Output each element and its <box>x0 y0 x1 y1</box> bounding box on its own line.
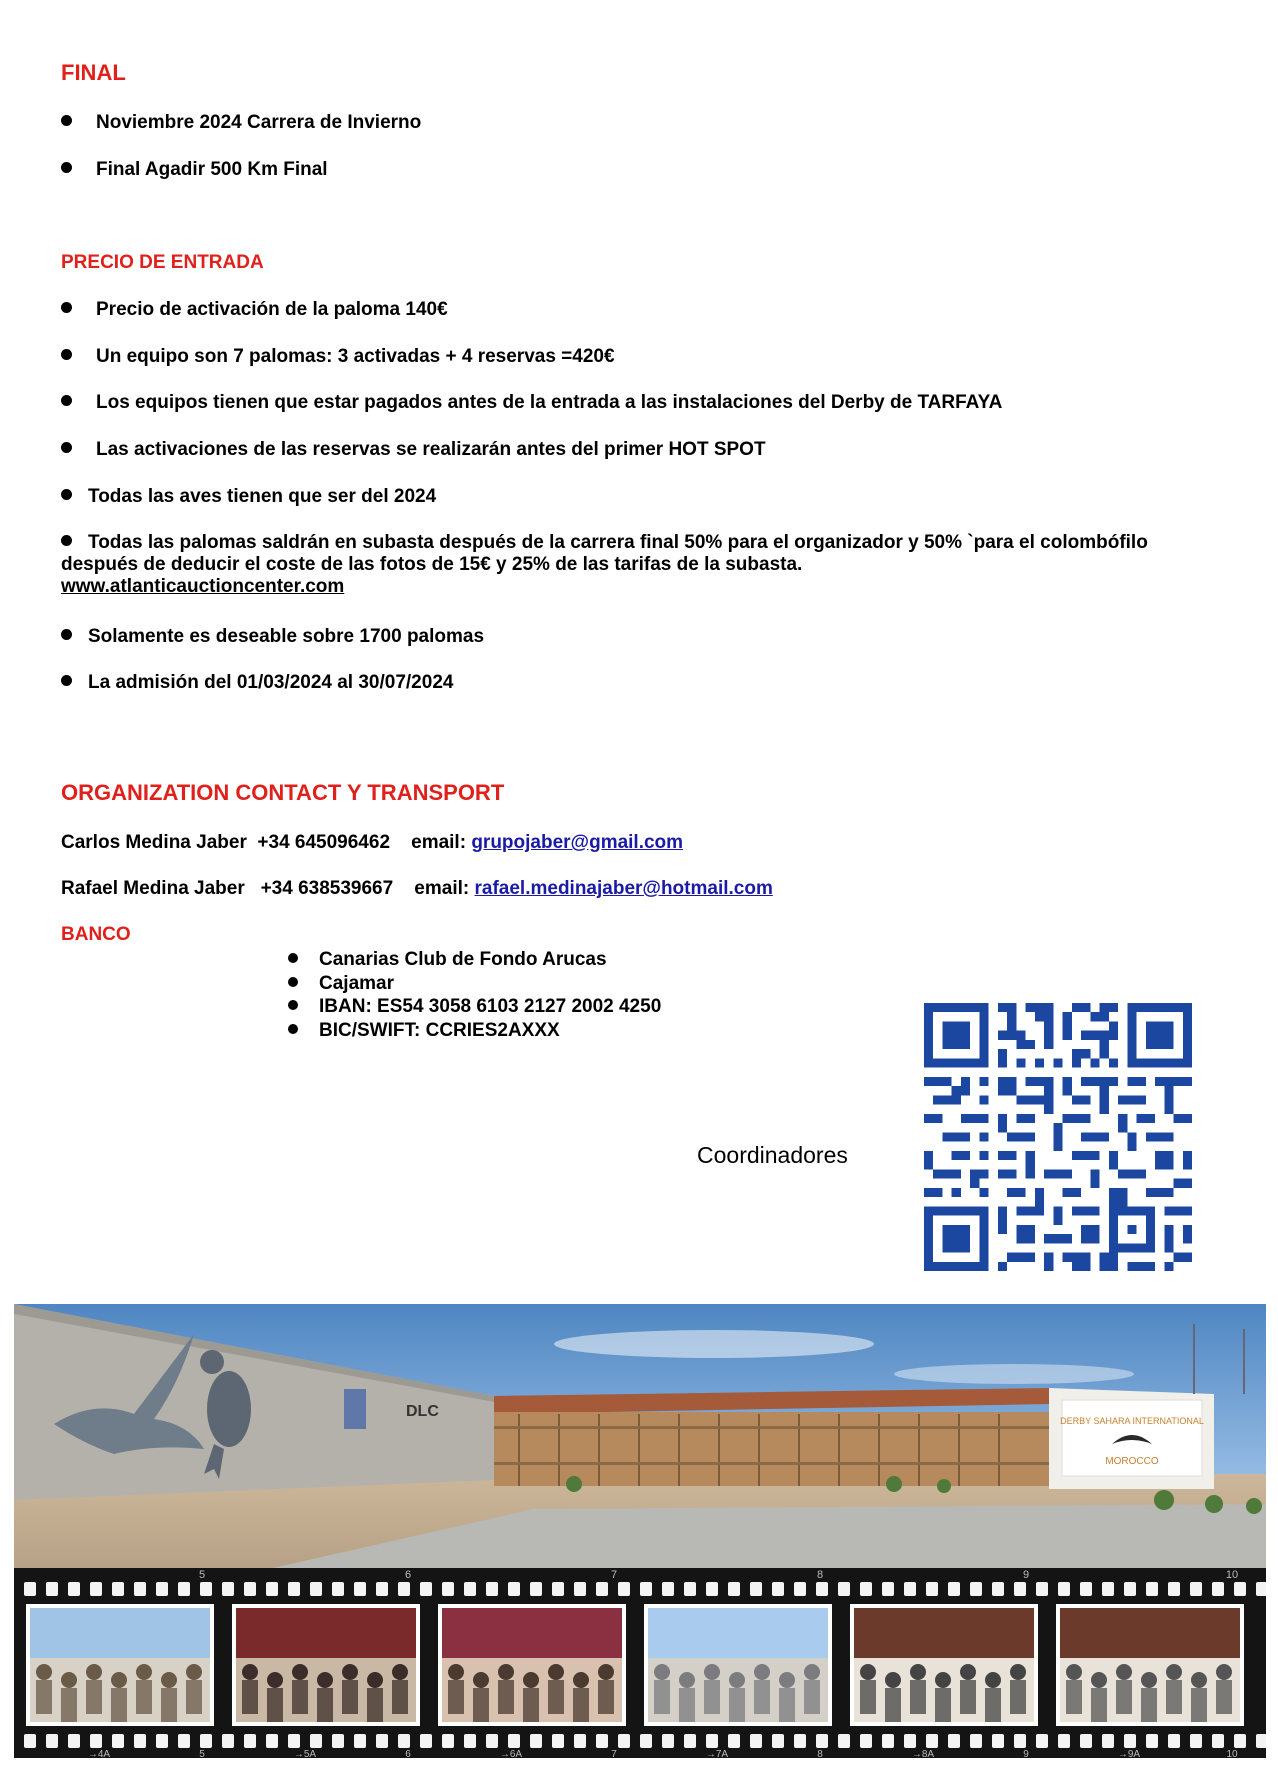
film-perforation <box>574 1582 586 1596</box>
film-perforation <box>1256 1582 1266 1596</box>
film-perforation <box>354 1582 366 1596</box>
film-frame-number: 7 <box>611 1749 617 1758</box>
film-frame-number: →4A <box>87 1749 111 1758</box>
film-perforation <box>728 1734 740 1748</box>
film-perforation <box>376 1582 388 1596</box>
film-perforation <box>640 1734 652 1748</box>
film-perforation <box>574 1734 586 1748</box>
film-perforation <box>662 1734 674 1748</box>
film-perforation <box>46 1734 58 1748</box>
list-item: IBAN: ES54 3058 6103 2127 2002 4250 <box>288 995 661 1019</box>
list-item: La admisión del 01/03/2024 al 30/07/2024 <box>61 672 453 694</box>
bullet-icon <box>61 535 72 546</box>
sign-title: DERBY SAHARA INTERNATIONAL <box>1060 1416 1204 1426</box>
film-perforation <box>926 1734 938 1748</box>
film-perforation <box>200 1734 212 1748</box>
film-perforation <box>486 1734 498 1748</box>
film-perforation <box>552 1582 564 1596</box>
coordinadores-label: Coordinadores <box>697 1142 848 1168</box>
list-item: Canarias Club de Fondo Arucas <box>288 948 661 972</box>
film-perforation <box>1146 1734 1158 1748</box>
bullet-icon <box>61 395 72 406</box>
film-perforation <box>926 1582 938 1596</box>
film-perforation <box>222 1734 234 1748</box>
film-perforation <box>288 1582 300 1596</box>
film-perforation <box>662 1582 674 1596</box>
film-perforation <box>1234 1582 1246 1596</box>
film-perforation <box>750 1582 762 1596</box>
email-link[interactable]: grupojaber@gmail.com <box>471 832 684 853</box>
film-perforation <box>816 1734 828 1748</box>
film-perforation <box>860 1582 872 1596</box>
film-perforation <box>816 1582 828 1596</box>
film-perforation <box>442 1734 454 1748</box>
film-frame-number: 5 <box>198 1569 206 1581</box>
film-perforation <box>1168 1582 1180 1596</box>
film-perforation <box>178 1582 190 1596</box>
list-item: Solamente es deseable sobre 1700 palomas <box>61 626 484 648</box>
film-perforation <box>904 1734 916 1748</box>
bullet-icon <box>288 1024 298 1034</box>
film-perforation <box>640 1582 652 1596</box>
bullet-icon <box>61 302 72 313</box>
film-frame-number: →7A <box>705 1749 729 1758</box>
film-perforation <box>1036 1582 1048 1596</box>
film-perforation <box>904 1582 916 1596</box>
film-perforation <box>948 1582 960 1596</box>
film-perforation <box>442 1582 454 1596</box>
list-item: Los equipos tienen que estar pagados antes de la entrada a las instalaciones del Derby de TARFAYA <box>61 392 1002 414</box>
film-perforation <box>1124 1582 1136 1596</box>
film-strip <box>14 1568 1266 1758</box>
film-perforation <box>596 1734 608 1748</box>
film-perforation <box>420 1582 432 1596</box>
film-perforation <box>68 1734 80 1748</box>
bullet-icon <box>61 115 72 126</box>
auction-link[interactable]: www.atlanticauctioncenter.com <box>61 576 345 597</box>
film-perforation <box>1190 1582 1202 1596</box>
film-perforation <box>860 1734 872 1748</box>
film-perforation <box>266 1582 278 1596</box>
film-perforation <box>112 1582 124 1596</box>
film-perforation <box>1234 1734 1246 1748</box>
film-perforation <box>552 1734 564 1748</box>
venue-photo <box>14 1304 1266 1570</box>
film-perforation <box>46 1582 58 1596</box>
film-perforation <box>376 1734 388 1748</box>
film-frame-number: 5 <box>199 1749 205 1758</box>
list-item: Las activaciones de las reservas se realizarán antes del primer HOT SPOT <box>61 439 766 461</box>
film-frame-number: 6 <box>404 1569 412 1581</box>
film-perforation <box>1080 1734 1092 1748</box>
film-perforation <box>1168 1734 1180 1748</box>
film-perforation <box>464 1734 476 1748</box>
contact-row: Rafael Medina Jaber +34 638539667 email: rafael.medinajaber@hotmail.com <box>61 878 773 899</box>
film-perforation <box>244 1582 256 1596</box>
section-title-final: FINAL <box>61 60 126 85</box>
film-perforation <box>398 1582 410 1596</box>
film-perforation <box>310 1582 322 1596</box>
film-frame-number: 6 <box>405 1749 411 1758</box>
bullet-icon <box>61 349 72 360</box>
film-perforation <box>684 1734 696 1748</box>
film-perforation <box>68 1582 80 1596</box>
film-perforation <box>772 1734 784 1748</box>
film-frame-number: 8 <box>816 1569 824 1581</box>
film-perforation <box>222 1582 234 1596</box>
film-frame-photo <box>26 1604 214 1726</box>
film-perforation <box>838 1582 850 1596</box>
list-item: Noviembre 2024 Carrera de Invierno <box>61 112 421 134</box>
film-perforation <box>794 1734 806 1748</box>
film-frame-number: 10 <box>1226 1749 1238 1758</box>
film-frame-number: →9A <box>1117 1749 1141 1758</box>
film-perforation <box>332 1582 344 1596</box>
film-perforation <box>1212 1734 1224 1748</box>
section-title-precio: PRECIO DE ENTRADA <box>61 252 264 273</box>
film-perforation <box>156 1582 168 1596</box>
film-frame-number: 9 <box>1022 1569 1030 1581</box>
sign-country: MOROCCO <box>1105 1456 1159 1467</box>
film-frame-photo <box>232 1604 420 1726</box>
film-perforation <box>1102 1582 1114 1596</box>
film-perforation <box>1036 1734 1048 1748</box>
film-perforation <box>1256 1734 1266 1748</box>
section-title-contact: ORGANIZATION CONTACT Y TRANSPORT <box>61 780 505 805</box>
film-perforation <box>1058 1582 1070 1596</box>
film-perforation <box>530 1582 542 1596</box>
film-perforation <box>178 1734 190 1748</box>
email-link[interactable]: rafael.medinajaber@hotmail.com <box>474 878 773 899</box>
film-perforation <box>750 1734 762 1748</box>
film-frame-number: →6A <box>499 1749 523 1758</box>
film-perforation <box>288 1734 300 1748</box>
film-perforation <box>684 1582 696 1596</box>
film-perforation <box>1212 1582 1224 1596</box>
bullet-icon <box>61 162 72 173</box>
venue-illustration <box>14 1304 1266 1570</box>
section-title-banco: BANCO <box>61 924 131 945</box>
bullet-icon <box>288 977 298 987</box>
film-perforation <box>90 1734 102 1748</box>
film-perforation <box>992 1734 1004 1748</box>
film-perforation <box>354 1734 366 1748</box>
film-perforation <box>772 1582 784 1596</box>
film-frame-number: 8 <box>817 1749 823 1758</box>
film-perforation <box>882 1734 894 1748</box>
film-perforation <box>728 1582 740 1596</box>
list-item: Precio de activación de la paloma 140€ <box>61 299 448 321</box>
film-perforation <box>420 1734 432 1748</box>
film-strip-graphic <box>14 1568 1266 1758</box>
film-perforation <box>134 1582 146 1596</box>
film-perforation <box>882 1582 894 1596</box>
film-perforation <box>24 1734 36 1748</box>
film-frame-number: →8A <box>911 1749 935 1758</box>
film-perforation <box>508 1582 520 1596</box>
list-item: Un equipo son 7 palomas: 3 activadas + 4 reservas =420€ <box>61 346 615 368</box>
film-frame-photo <box>438 1604 626 1726</box>
film-perforation <box>530 1734 542 1748</box>
film-perforation <box>596 1582 608 1596</box>
film-perforation <box>1058 1734 1070 1748</box>
list-item: Todas las aves tienen que ser del 2024 <box>61 486 436 508</box>
bullet-icon <box>288 953 298 963</box>
film-frame-number: 9 <box>1023 1749 1029 1758</box>
film-perforation <box>794 1582 806 1596</box>
film-perforation <box>1014 1734 1026 1748</box>
film-perforation <box>1014 1582 1026 1596</box>
film-perforation <box>706 1734 718 1748</box>
film-perforation <box>992 1582 1004 1596</box>
film-perforation <box>134 1734 146 1748</box>
film-perforation <box>332 1734 344 1748</box>
film-frame-number: →5A <box>293 1749 317 1758</box>
film-perforation <box>970 1582 982 1596</box>
bullet-icon <box>288 1000 298 1010</box>
subasta-paragraph: Todas las palomas saldrán en subasta después de la carrera final 50% para el organizador y 50% `para el colombófilo después de deducir el coste de las fotos de 15€ y 25% de las tarifas de la subasta. www.atlanticauctioncenter.com <box>61 532 1148 597</box>
film-perforation <box>244 1734 256 1748</box>
film-frame-photo <box>644 1604 832 1726</box>
wall-logo: DLC <box>406 1403 439 1420</box>
film-perforation <box>838 1734 850 1748</box>
film-perforation <box>266 1734 278 1748</box>
film-perforation <box>618 1582 630 1596</box>
film-perforation <box>398 1734 410 1748</box>
bullet-icon <box>61 675 72 686</box>
list-item: BIC/SWIFT: CCRIES2AXXX <box>288 1019 661 1043</box>
list-item: Final Agadir 500 Km Final <box>61 159 328 181</box>
film-perforation <box>156 1734 168 1748</box>
bullet-icon <box>61 489 72 500</box>
film-perforation <box>1102 1734 1114 1748</box>
film-perforation <box>706 1582 718 1596</box>
film-frame-number: 10 <box>1225 1569 1239 1581</box>
film-perforation <box>486 1582 498 1596</box>
contact-row: Carlos Medina Jaber +34 645096462 email: grupojaber@gmail.com <box>61 832 684 853</box>
bank-list <box>288 948 661 1042</box>
film-perforation <box>970 1734 982 1748</box>
qr-code-icon[interactable] <box>924 1003 1192 1271</box>
bullet-icon <box>61 442 72 453</box>
film-perforation <box>1080 1582 1092 1596</box>
film-perforation <box>618 1734 630 1748</box>
film-perforation <box>310 1734 322 1748</box>
film-perforation <box>948 1734 960 1748</box>
film-perforation <box>24 1582 36 1596</box>
film-perforation <box>200 1582 212 1596</box>
film-perforation <box>1146 1582 1158 1596</box>
film-frame-photo <box>850 1604 1038 1726</box>
film-perforation <box>508 1734 520 1748</box>
film-perforation <box>112 1734 124 1748</box>
film-frame-photo <box>1056 1604 1244 1726</box>
film-frame-number: 7 <box>610 1569 618 1581</box>
film-perforation <box>1190 1734 1202 1748</box>
bullet-icon <box>61 629 72 640</box>
list-item: Cajamar <box>288 972 661 996</box>
film-perforation <box>1124 1734 1136 1748</box>
film-perforation <box>464 1582 476 1596</box>
film-perforation <box>90 1582 102 1596</box>
